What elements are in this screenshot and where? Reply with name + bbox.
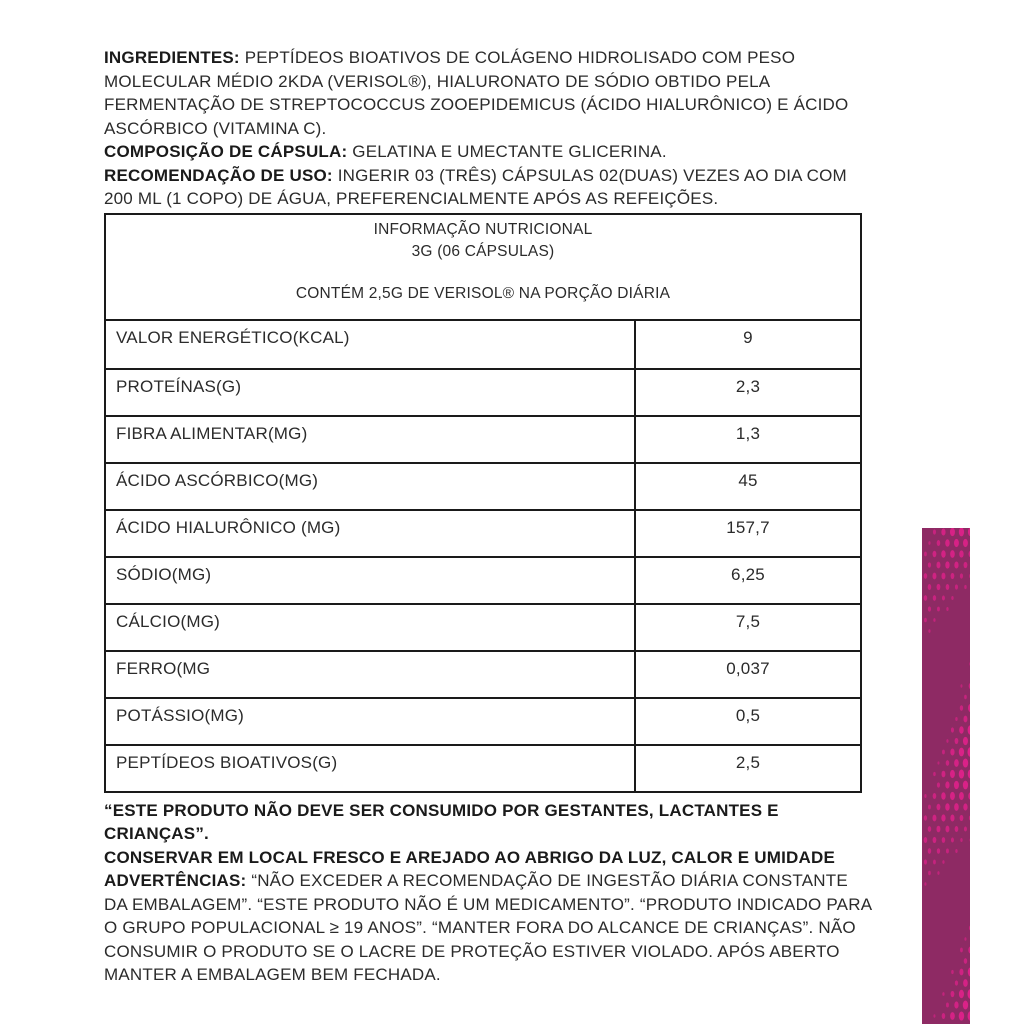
nutrient-value: 2,5 — [735, 752, 761, 772]
ingredients-paragraph — [104, 46, 874, 140]
usage-text: INGERIR 03 (TRÊS) CÁPSULAS 02(DUAS) VEZES AO DIA COM 200 ML (1 COPO) DE ÁGUA, PREFERENCIALMENTE APÓS AS REFEIÇÕES. — [104, 165, 847, 208]
warnings-block — [104, 799, 874, 870]
nutrient-name: CÁLCIO(MG) — [106, 605, 636, 650]
dot-pattern-icon — [922, 528, 970, 1024]
nutrient-name: FERRO(MG — [106, 652, 636, 697]
nutrient-value: 45 — [738, 470, 758, 490]
table-row — [106, 650, 860, 697]
nutrition-rows — [106, 321, 860, 791]
nutrition-note: CONTÉM 2,5G DE VERISOL® NA PORÇÃO DIÁRIA — [295, 284, 671, 302]
table-row — [106, 603, 860, 650]
table-row — [106, 697, 860, 744]
nutrition-header — [106, 215, 860, 321]
nutrient-value: 7,5 — [735, 611, 761, 631]
capsule-label: COMPOSIÇÃO DE CÁPSULA: — [104, 142, 348, 161]
ingredients-text: PEPTÍDEOS BIOATIVOS DE COLÁGENO HIDROLISADO COM PESO MOLECULAR MÉDIO 2KDA (VERISOL®), HIALURONATO DE SÓDIO OBTIDO PELA FERMENTAÇÃO DE STREPTOCOCCUS ZOOEPIDEMICUS (ÁCIDO HIALURÔNICO) E ÁCIDO ASCÓRBICO (VITAMINA C). — [104, 48, 849, 138]
nutrition-title: INFORMAÇÃO NUTRICIONAL — [373, 220, 593, 238]
capsule-paragraph — [104, 140, 874, 164]
storage-warning: CONSERVAR EM LOCAL FRESCO E AREJADO AO ABRIGO DA LUZ, CALOR E UMIDADE — [104, 847, 835, 867]
usage-paragraph — [104, 164, 874, 211]
nutrient-name: VALOR ENERGÉTICO(KCAL) — [106, 321, 636, 368]
capsule-text: GELATINA E UMECTANTE GLICERINA. — [352, 142, 667, 161]
nutrient-value: 0,037 — [726, 658, 770, 678]
advertencias-paragraph — [104, 869, 874, 987]
nutrient-value: 9 — [743, 327, 753, 347]
nutrient-name: POTÁSSIO(MG) — [106, 699, 636, 744]
advertencias-label: ADVERTÊNCIAS: — [104, 871, 247, 890]
nutrient-value: 1,3 — [735, 423, 761, 443]
table-row — [106, 462, 860, 509]
nutrient-name: PEPTÍDEOS BIOATIVOS(G) — [106, 746, 636, 791]
usage-label: RECOMENDAÇÃO DE USO: — [104, 165, 333, 185]
nutrient-name: PROTEÍNAS(G) — [106, 370, 636, 415]
pregnancy-warning: “ESTE PRODUTO NÃO DEVE SER CONSUMIDO POR GESTANTES, LACTANTES E CRIANÇAS”. — [104, 800, 779, 843]
nutrition-portion: 3G (06 CÁPSULAS) — [411, 242, 555, 260]
ingredients-label: INGREDIENTES: — [104, 48, 240, 67]
nutrient-value: 2,3 — [735, 376, 761, 396]
advertencias-text: “NÃO EXCEDER A RECOMENDAÇÃO DE INGESTÃO DIÁRIA CONSTANTE DA EMBALAGEM”. “ESTE PRODUTO NÃO É UM MEDICAMENTO”. “PRODUTO INDICADO PARA O GRUPO POPULACIONAL ≥ 19 ANOS”. “MANTER FORA DO ALCANCE DE CRIANÇAS”. NÃO CONSUMIR O PRODUTO SE O LACRE DE PROTEÇÃO ESTIVER VIOLADO. APÓS ABERTO MANTER A EMBALAGEM BEM FECHADA. — [104, 871, 872, 984]
table-row — [106, 556, 860, 603]
table-row — [106, 509, 860, 556]
table-row — [106, 744, 860, 791]
table-row — [106, 368, 860, 415]
decorative-side-stripe — [922, 528, 970, 1024]
nutrient-name: FIBRA ALIMENTAR(MG) — [106, 417, 636, 462]
nutrient-name: ÁCIDO ASCÓRBICO(MG) — [106, 464, 636, 509]
nutrient-name: SÓDIO(MG) — [106, 558, 636, 603]
nutrient-name: ÁCIDO HIALURÔNICO (MG) — [106, 511, 636, 556]
table-row — [106, 321, 860, 368]
nutrition-table — [104, 213, 862, 793]
nutrient-value: 157,7 — [726, 517, 770, 537]
nutrient-value: 0,5 — [735, 705, 761, 725]
nutrient-value: 6,25 — [731, 564, 765, 584]
product-label — [104, 46, 874, 987]
table-row — [106, 415, 860, 462]
